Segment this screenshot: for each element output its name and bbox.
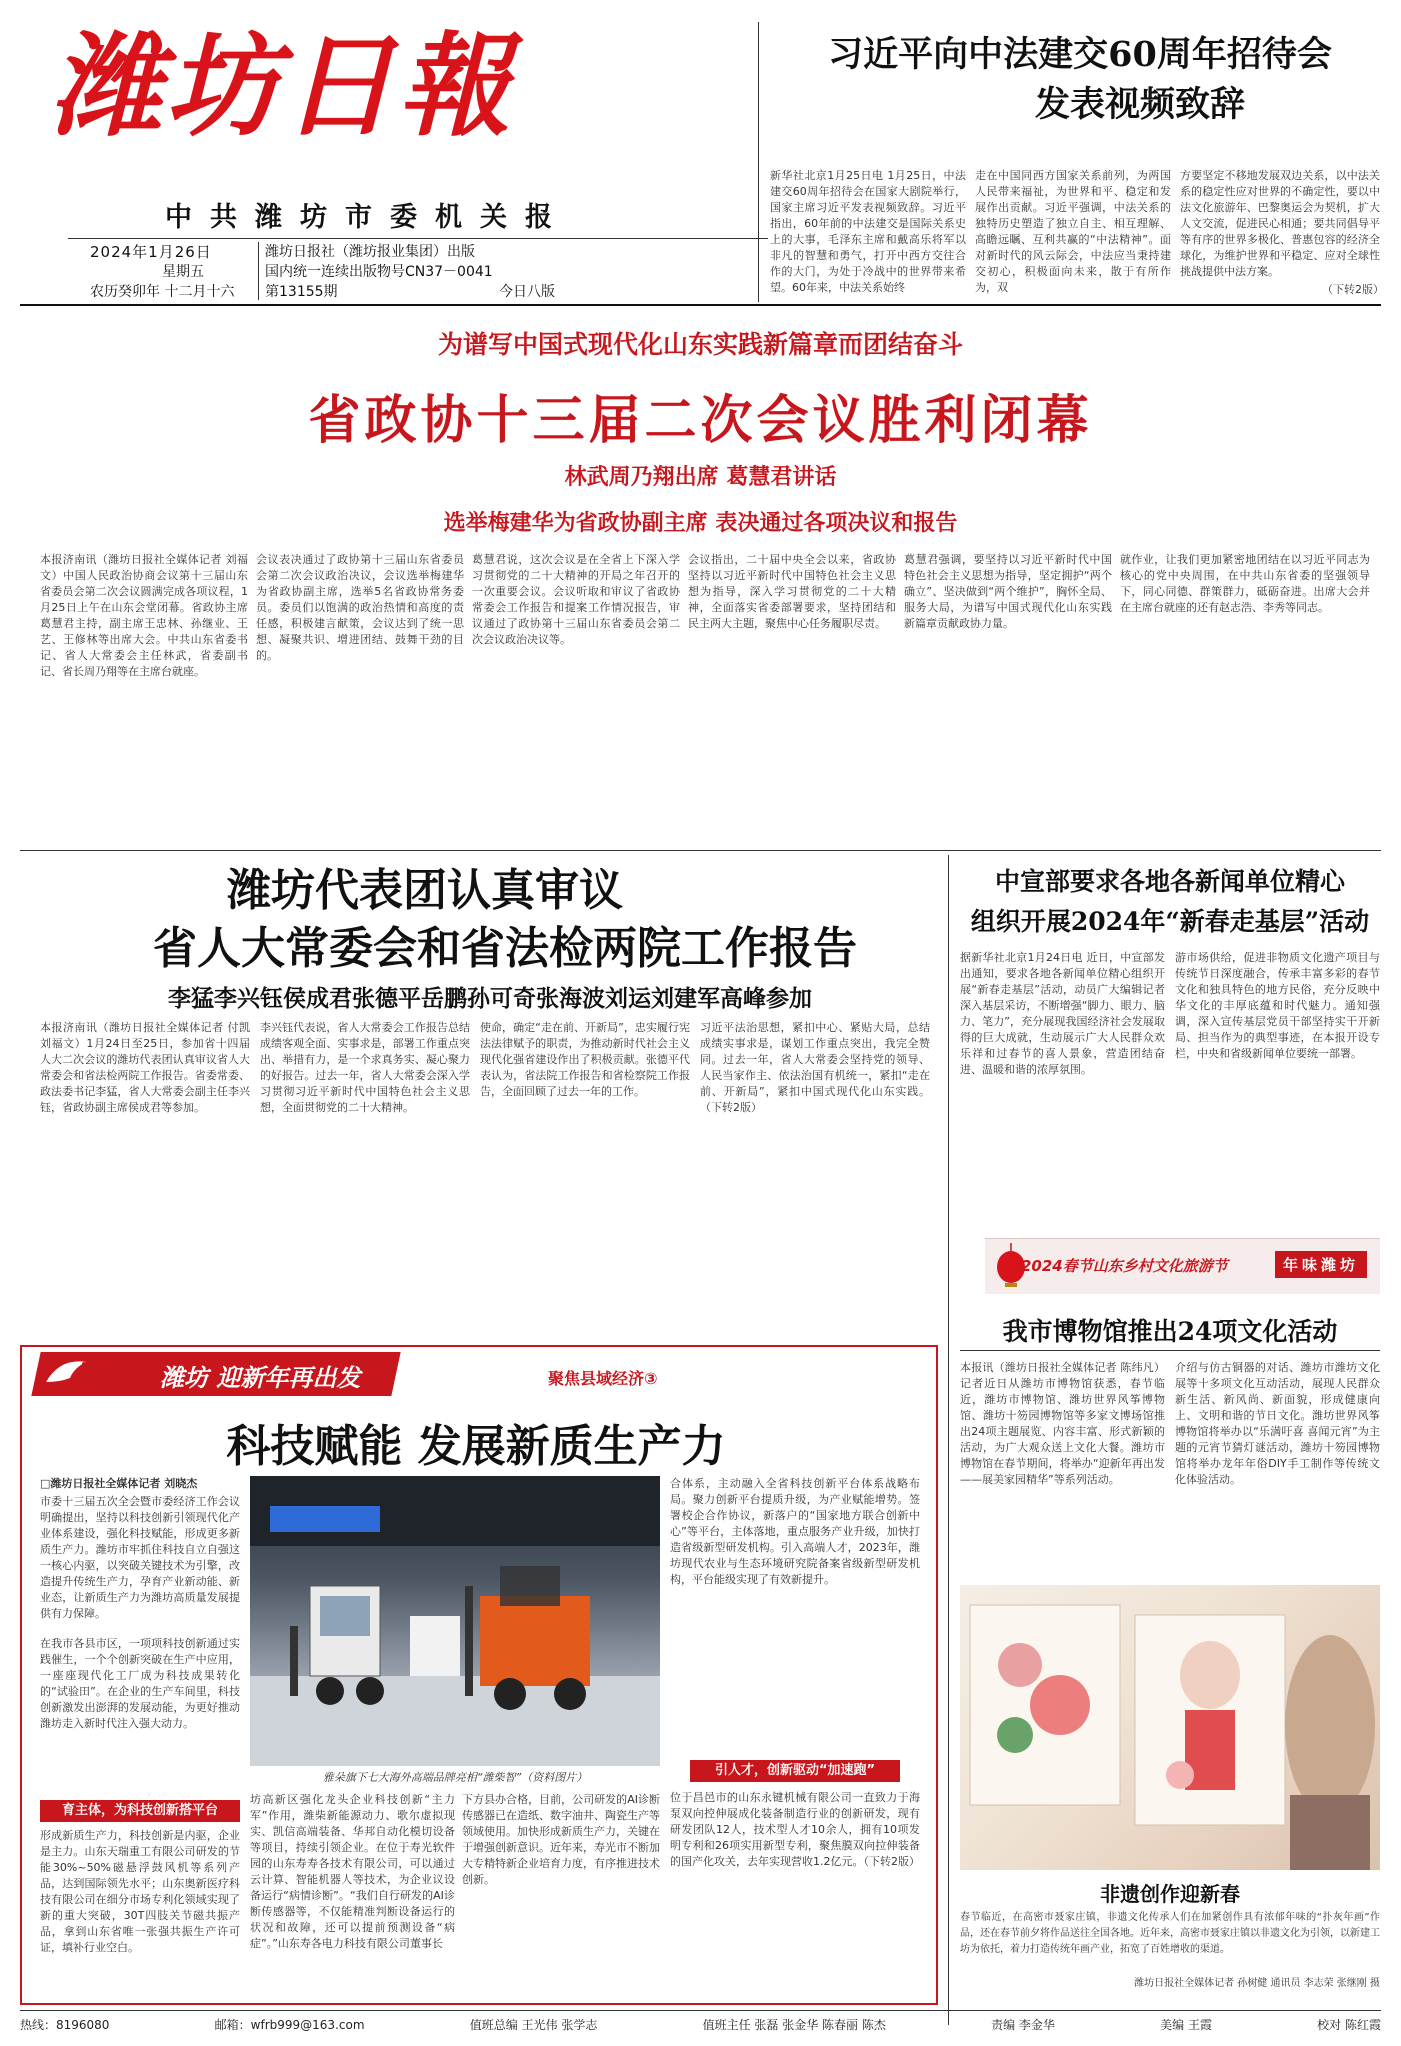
right-column-divider <box>948 855 949 2025</box>
footer-proofreader: 校对 陈红霞 <box>1317 2018 1381 2032</box>
section-rule <box>20 304 1381 306</box>
lead-title: 省政协十三届二次会议胜利闭幕 <box>308 390 1093 451</box>
masthead-divider <box>68 238 768 239</box>
xinchun-title-line2: 组织开展2024年“新春走基层”活动 <box>970 907 1370 936</box>
section-1-body: 形成新质生产力，科技创新是内驱，企业是主力。山东天瑞重工有限公司研发的节能30%~50%磁悬浮鼓风机等系列产品，达到国际领先水平；山东奥新医疗科技有限公司在细分市场专利化领域实现了新的重大突破，30T四肢关节磁共振产品，拿到山东省唯一张强共振生产许可证，填补行业空白。 <box>40 1829 240 1954</box>
issue-number: 第13155期 <box>265 284 338 300</box>
photo-feature-caption: 春节临近，在高密市聂家庄镇，非遗文化传承人们在加紧创作具有浓郁年味的“扑灰年画”作品，还在春节前夕将作品送往全国各地。近年来，高密市聂家庄镇以非遗文化为引领，以新建工坊为依托，着力打造传统年画产业，拓宽了百姓增收的渠道。 <box>960 1912 1380 1955</box>
culture-festival-banner <box>985 1238 1380 1294</box>
top-story-title-line2: 发表视频致辞 <box>1034 84 1245 125</box>
footer-hotline: 热线：8196080 <box>20 2018 110 2032</box>
painting-scene <box>960 1585 1380 1870</box>
feature-series-tag: 聚焦县域经济③ <box>548 1369 658 1388</box>
newspaper-masthead: 潍坊日報 <box>50 21 514 152</box>
npc-col-1: 本报济南讯（潍坊日报社全媒体记者 付凯 刘福文）1月24日至25日，参加省十四届人大二次会议的潍坊代表团认真审议省人大常委会和省法检两院工作报告。省委常委、政法委书记李猛，省人大常委会副主任李兴钰，省政协副主席侯成君等参加。 <box>40 1021 250 1114</box>
section-2-body: 位于昌邑市的山东永键机械有限公司一直致力于海泵双向控伸展成化装备制造行业的创新研发，现有研发团队12人，技术型人才10余人，拥有10项发明专利和26项实用新型专利，聚焦膜双向拉伸装备的国产化攻关，去年实现营收1.2亿元。（下转2版） <box>670 1791 920 1868</box>
feature-byline: □潍坊日报社全媒体记者 刘晓杰 <box>40 1477 198 1490</box>
lead-col-2: 会议表决通过了政协第十三届山东省委员会第二次会议政治决议，会议选举梅建华为省政协副主席，选举5名省政协常务委员。委员们以饱满的政治热情和高度的责任感，积极建言献策，会议达到了统一思想、凝聚共识、增进团结、鼓舞干劲的目的。 <box>256 553 464 662</box>
issue-date-block <box>90 242 240 302</box>
top-story-col-3: 方要坚定不移地发展双边关系，以中法关系的稳定性应对世界的不确定性，要以中法文化旅游年、巴黎奥运会为契机，扩大人文交流，促进民心相通；要共同倡导平等有序的世界多极化、普惠包容的经济全球化，为维护世界和平稳定、应对全球性挑战提供中法方案。 <box>1180 169 1380 278</box>
feature-intro-2: 在我市各县市区，一项项科技创新通过实践催生，一个个创新突破在生产中应用，一座座现代化工厂成为科技成果转化的“试验田”。在企业的生产车间里，科技创新激发出澎湃的发展动能，为更好推动潍坊走入新时代注入强大动力。 <box>40 1637 240 1730</box>
feature-banner-tag: 潍坊 迎新年再出发 <box>160 1364 361 1392</box>
feature-intro: 市委十三届五次全会暨市委经济工作会议明确提出，坚持以科技创新引领现代化产业体系建设，强化科技赋能，形成更多新质生产力。潍坊市牢抓住科技自立自强这一核心内驱，以突破关键技术为引擎，改造提升传统生产力，孕育产业新动能、新业态，让新质生产力为潍坊高质量发展提供有力保障。 <box>40 1495 240 1620</box>
top-story-col-2: 走在中国同西方国家关系前列，为两国人民带来福祉，为世界和平、稳定和发展作出贡献。习近平强调，中法关系的独特历史塑造了独立自主、相互理解、高瞻远瞩、互利共赢的“中法精神”。面对新时代的风云际会，中法应当秉持建交初心，积极面向未来，散于有所作为，双 <box>975 169 1171 294</box>
feature-col-3-top: 合体系，主动融入全省科技创新平台体系战略布局。聚力创新平台提质升级，为产业赋能增势。签署校企合作协议，新落户的“国家地方联合创新中心”等平台，主体落地，重点服务产业升级，加快打造省级新型研发机构。引入高端人才，2023年，潍坊现代农业与生态环境研究院备案省级新型研发机构，平台能级实现了有效新提升。 <box>670 1477 920 1586</box>
xinchun-col-1: 据新华社北京1月24日电 近日，中宣部发出通知，要求各地各新闻单位精心组织开展“新春走基层”活动，动员广大编辑记者深入基层采访，不断增强“脚力、眼力、脑力、笔力”，充分展现我国经济社会发展取得的巨大成就，生动展示广大人民群众欢乐祥和过春节的喜人景象，营造团结奋进、温暖和谐的浓厚氛围。 <box>960 951 1165 1076</box>
footer-designer: 美编 王霞 <box>1160 2018 1212 2032</box>
npc-title-line1: 潍坊代表团认真审议 <box>227 865 623 916</box>
nianwei-badge: 年味潍坊 <box>1275 1251 1367 1278</box>
top-story-title-line1: 习近平向中法建交60周年招待会 <box>828 34 1332 75</box>
museum-rule <box>960 1350 1380 1351</box>
top-divider <box>758 22 759 302</box>
footer-bar <box>20 2016 1381 2033</box>
feature-title: 科技赋能 发展新质生产力 <box>226 1421 726 1472</box>
top-story-col-1: 新华社北京1月25日电 1月25日，中法建交60周年招待会在国家大剧院举行，国家主席习近平发表视频致辞。习近平指出，60年前的中法建交是国际关系史上的大事，毛泽东主席和戴高乐将军以非凡的智慧和勇气，打开中西方交往合作的大门，为处于冷战中的世界带来希望。60年来，中法关系始终 <box>770 169 966 294</box>
issue-lunar-date: 农历癸卯年 十二月十六 <box>90 284 235 300</box>
feature-col-2: 坊高新区强化龙头企业科技创新“主力军”作用，潍柴新能源动力、歌尔虚拟现实、凯信高端装备、华邦自动化模切设备等项目，持续引领企业。在位于寿光软件园的山东寿寿各技术有限公司，可以通过云计算、智能机器人等技术，为企业议设备运行“病情诊断”。“我们自行研发的AI诊断传感器等，不仅能精准判断设备运行的状况和故障，还可以提前预测设备“病症”。”山东寿各电力科技有限公司董事长 <box>250 1793 455 1950</box>
lead-subtitle-2: 选举梅建华为省政协副主席 表决通过各项决议和报告 <box>443 511 958 536</box>
new-year-painting-photo <box>960 1585 1380 1870</box>
section-1-heading: 育主体，为科技创新搭平台 <box>40 1800 240 1822</box>
footer-editor-2: 值班主任 张磊 张金华 陈春丽 陈杰 <box>702 2018 886 2032</box>
lead-col-4: 会议指出，二十届中央全会以来，省政协坚持以习近平新时代中国特色社会主义思想为指导，深入学习贯彻党的二十大精神，全面落实省委部署要求，坚持团结和民主两大主题，聚焦中心任务履职尽责。 <box>688 553 896 630</box>
footer-charge-editor: 责编 李金华 <box>991 2018 1055 2032</box>
cn-number: 国内统一连续出版物号CN37－0041 <box>265 264 493 280</box>
footer-rule <box>20 2010 1381 2011</box>
xinchun-col-2: 游市场供给，促进非物质文化遗产项目与传统节日深度融合，传承丰富多彩的春节文化和独具特色的地方民俗，充分反映中华文化的丰厚底蕴和时代魅力。通知强调，深入宣传基层党员干部坚持实干开新局、担当作为的典型事迹，在本报开设专栏，中央和省级新闻单位要统一部署。 <box>1175 951 1380 1060</box>
museum-title: 我市博物馆推出24项文化活动 <box>1002 1317 1338 1346</box>
page-count: 今日八版 <box>499 284 555 300</box>
npc-title <box>40 862 940 978</box>
xinchun-title-line1: 中宣部要求各地各新闻单位精心 <box>994 867 1345 896</box>
masthead-subtitle: 中共潍坊市委机关报 <box>165 202 570 233</box>
npc-col-2: 李兴钰代表说，省人大常委会工作报告总结成绩客观全面、实事求是，部署工作重点突出、举措有力，是一个求真务实、凝心聚力的好报告。过去一年，省人大常委会深入学习贯彻习近平新时代中国特色社会主义思想，全面贯彻党的二十大精神。 <box>260 1021 470 1114</box>
lead-col-5: 葛慧君强调，要坚持以习近平新时代中国特色社会主义思想为指导，坚定拥护“两个确立”、坚决做到“两个维护”，胸怀全局、服务大局，为谱写中国式现代化山东实践新篇章贡献政协力量。 <box>904 553 1112 630</box>
culture-festival-tag: 2024春节山东乡村文化旅游节 <box>1021 1257 1228 1275</box>
footer-editor-1: 值班总编 王光伟 张学志 <box>469 2018 598 2032</box>
top-story-continued: （下转2版） <box>1322 283 1384 296</box>
feature-col-3-bottom: 下方县办合格，目前，公司研发的AI诊断传感器已在造纸、数字油井、陶瓷生产等领域使用。加快形成新质生产力，关键在于增强创新意识。近年来，寿光市不断加大专精特新企业培育力度，有序推进技术创新。 <box>462 1793 660 1886</box>
npc-col-4: 习近平法治思想，紧扣中心、紧贴大局，总结成绩实事求是，谋划工作重点突出，我完全赞同。过去一年，省人大常委会坚持党的领导、人民当家作主、依法治国有机统一，紧扣“走在前、开新局”，紧扣中国式现代化山东实践。（下转2版） <box>700 1021 930 1114</box>
npc-subtitle: 李猛李兴钰侯成君张德平岳鹏孙可奇张海波刘运刘建军高峰参加 <box>168 986 812 1012</box>
forklift-expo-photo <box>250 1476 660 1766</box>
publisher: 潍坊日报社（潍坊报业集团）出版 <box>265 244 475 260</box>
issue-weekday: 星期五 <box>162 264 204 280</box>
lead-col-6: 就作业，让我们更加紧密地团结在以习近平同志为核心的党中央周围，在中共山东省委的坚强领导下，同心同德、群策群力，砥砺奋进。出席大会并在主席台就座的还有赵志浩、李秀等同志。 <box>1120 553 1370 614</box>
photo-feature-title: 非遗创作迎新春 <box>1100 1882 1240 1906</box>
museum-col-1: 本报讯（潍坊日报社全媒体记者 陈纬凡）记者近日从潍坊市博物馆获悉，春节临近，潍坊市博物馆、潍坊世界风筝博物馆、潍坊十笏园博物馆等多家文博场馆推出24项主题展览、内容丰富、形式新颖的活动，为广大观众送上文化大餐。潍坊市博物馆在春节期间，将举办“迎新年再出发——展美家园精华”等系列活动。 <box>960 1361 1165 1486</box>
museum-col-2: 介绍与仿古铜器的对话、潍坊市潍坊文化展等十多项文化互动活动，展现人民群众新生活、新风尚、新面貌，形成健康向上、文明和谐的节日文化。潍坊世界风筝博物馆将举办以“乐满吁喜 喜闻元宵”为主题的元宵节猜灯谜活动，潍坊十笏园博物馆将举办龙年年俗DIY手工制作等传统文化体验活动。 <box>1175 1361 1380 1486</box>
lead-subtitle-1: 林武周乃翔出席 葛慧君讲话 <box>564 465 837 490</box>
lead-bottom-rule <box>20 850 1381 851</box>
issue-date: 2024年1月26日 <box>90 243 212 261</box>
footer-email: 邮箱：wfrb999@163.com <box>214 2018 365 2032</box>
lead-kicker: 为谱写中国式现代化山东实践新篇章而团结奋斗 <box>437 330 963 359</box>
photo-feature-credit: 潍坊日报社全媒体记者 孙树健 通讯员 李志荣 张继刚 摄 <box>1134 1978 1380 1989</box>
forklift-photo-caption: 雅朵旗下七大海外高端品牌亮相“潍柴智”（资料图片） <box>322 1771 588 1784</box>
publisher-block <box>265 242 555 302</box>
npc-col-3: 使命，确定“走在前、开新局”，忠实履行宪法法律赋予的职责，为推动新时代社会主义现代化强省建设作出了积极贡献。张德平代表认为，省法院工作报告和省检察院工作报告，全面回顾了过去一年的工作。 <box>480 1021 690 1098</box>
dove-icon <box>40 1352 100 1396</box>
top-story-title <box>770 30 1390 130</box>
lead-col-3: 葛慧君说，这次会议是在全省上下深入学习贯彻党的二十大精神的开局之年召开的一次重要会议。会议听取和审议了省政协常委会工作报告和提案工作情况报告，审议通过了政协第十三届山东省委员会第二次会议政治决议等。 <box>472 553 680 646</box>
meta-divider <box>258 242 259 300</box>
section-2-heading: 引人才，创新驱动“加速跑” <box>690 1760 900 1782</box>
npc-title-line2: 省人大常委会和省法检两院工作报告 <box>153 923 857 974</box>
xinchun-title <box>960 862 1380 942</box>
lead-col-1: 本报济南讯（潍坊日报社全媒体记者 刘福文）中国人民政治协商会议第十三届山东省委员会第二次会议圆满完成各项议程，1月25日上午在山东会堂闭幕。省政协主席葛慧君主持，副主席王忠林、孙继业、王艺、王修林等出席大会。中共山东省委书记、省人大常委会主任林武，省委副书记、省长周乃翔等在主席台就座。 <box>40 553 248 678</box>
forklift-scene <box>250 1476 660 1766</box>
